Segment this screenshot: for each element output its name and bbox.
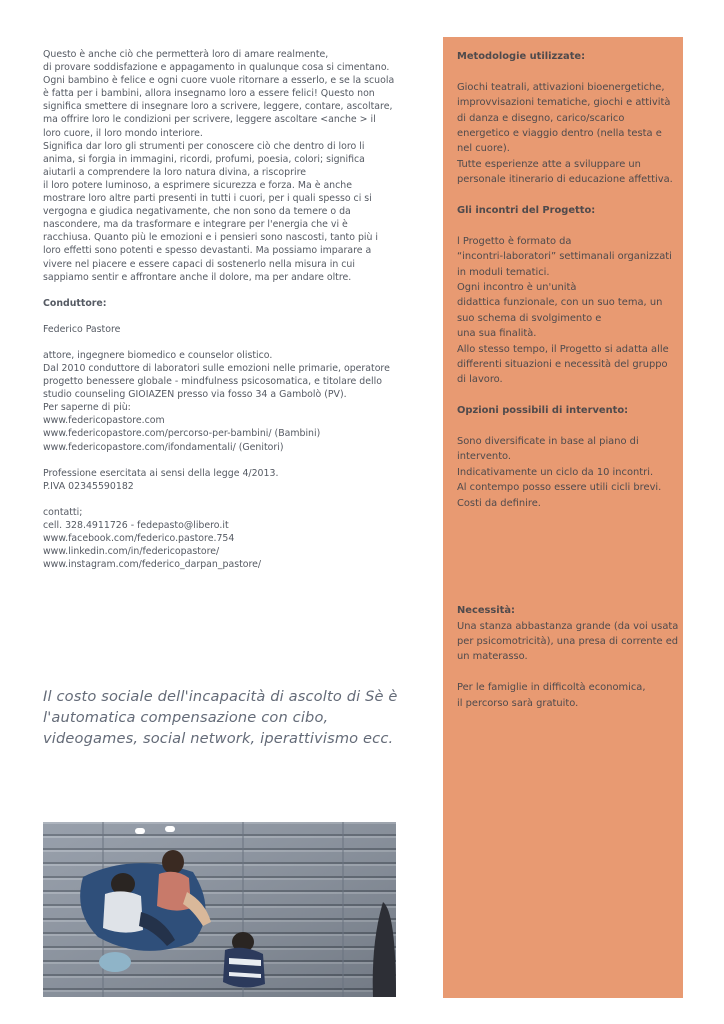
profession-note: Professione esercitata ai sensi della legge 4/2013. P.IVA 02345590182 [43,467,279,492]
families-text: Per le famiglie in difficoltà economica, il percorso sarà gratuito. [457,682,646,709]
meetings-text: l Progetto è formato da “incontri-laboratori” settimanali organizzati in moduli tematici. Ogni incontro è un'unità didattica funzionale, con un suo tema, un suo schema di svolgimento e una sua finalità. Allo stesso tempo, il Progetto si adatta alle differenti situazioni e necessità del gruppo di lavoro. [457,235,672,386]
methods-text: Giochi teatrali, attivazioni bioenergetiche, improvvisazioni tematiche, giochi e attività di danza e disegno, carico/scarico energetico e viaggio dentro (nella testa e nel cuore). Tutte esperienze atte a sviluppare un personale itinerario di educazione affettiva. [457,81,673,186]
meetings-heading: Gli incontri del Progetto: [457,205,596,217]
conductor-heading: Conduttore: [43,297,107,309]
intro-text: Questo è anche ciò che permetterà loro di amare realmente, di provare soddisfazione e appagamento in qualunque cosa si cimentano. Ogni bambino è felice e ogni cuore vuole ritornare a esserlo, e se la scuola è fatta per i bambini, allora insegnamo loro a essere felici! Questo non significa smettere di insegnare loro a scrivere, leggere, contare, ascoltare, ma offrire loro le condizioni per scrivere, leggere ascoltare <anche > il loro cuore, il loro mondo interiore. Significa dar loro gli strumenti per conoscere ciò che dentro di loro li anima, si forgia in immagini, ricordi, profumi, poesia, colori; significa aiutarli a comprendere la loro natura divina, a riscoprire il loro potere luminoso, a esprimere sicurezza e forza. Ma è anche mostrare loro altre parti presenti in tutti i cuori, per i quali spesso ci si vergogna e giudica negativamente, che non sono da temere o da nascondere, ma da trasformare e integrare per l'energia che vi è racchiusa. Quanto più le emozioni e i pensieri sono nascosti, tanto più i loro effetti sono potenti e spesso devastanti. Ma possiamo imparare a vivere nel piacere e essere capaci di sostenerlo nella misura in cui sappiamo sentir e affrontare anche il dolore, ma per andare oltre. [43,49,395,283]
needs-heading: Necessità: [457,605,515,617]
conductor-bio: attore, ingegnere biomedico e counselor olistico. Dal 2010 conduttore di laboratori sulle emozioni nelle primarie, operatore progetto benessere globale - mindfulness psicosomatica, e titolare dello studio counseling GIOIAZEN presso via fosso 34 a Gambolò (PV). Per saperne di più: www.federicopastore.com www.federicopastore.com/percorso-per-bambini/ (Bambini) www.federicopastore.com/ifondamentali/ (Genitori) [43,349,390,453]
conductor-name: Federico Pastore [43,323,121,335]
options-heading: Opzioni possibili di intervento: [457,405,629,417]
photo-illustration [43,822,396,997]
left-column [43,48,395,571]
needs-text: Una stanza abbastanza grande (da voi usata per psicomotricità), una presa di corrente ed un materasso. [457,620,679,663]
options-text: Sono diversificate in base al piano di intervento. Indicativamente un ciclo da 10 incontri. Al contempo posso essere utili cicli brevi. Costi da definire. [457,436,662,509]
quote-text: Il costo sociale dell'incapacità di ascolto di Sè è l'automatica compensazione con cibo, videogames, social network, iperattivismo ecc. [43,688,398,747]
contacts: contatti; cell. 328.4911726 - fedepasto@libero.it www.facebook.com/federico.pastore.754 www.linkedin.com/in/federicopastore/ www.instagram.com/federico_darpan_pastore/ [43,506,262,571]
children-on-deck-photo [43,822,396,997]
info-panel [443,37,683,998]
methods-heading: Metodologie utilizzate: [457,51,586,62]
